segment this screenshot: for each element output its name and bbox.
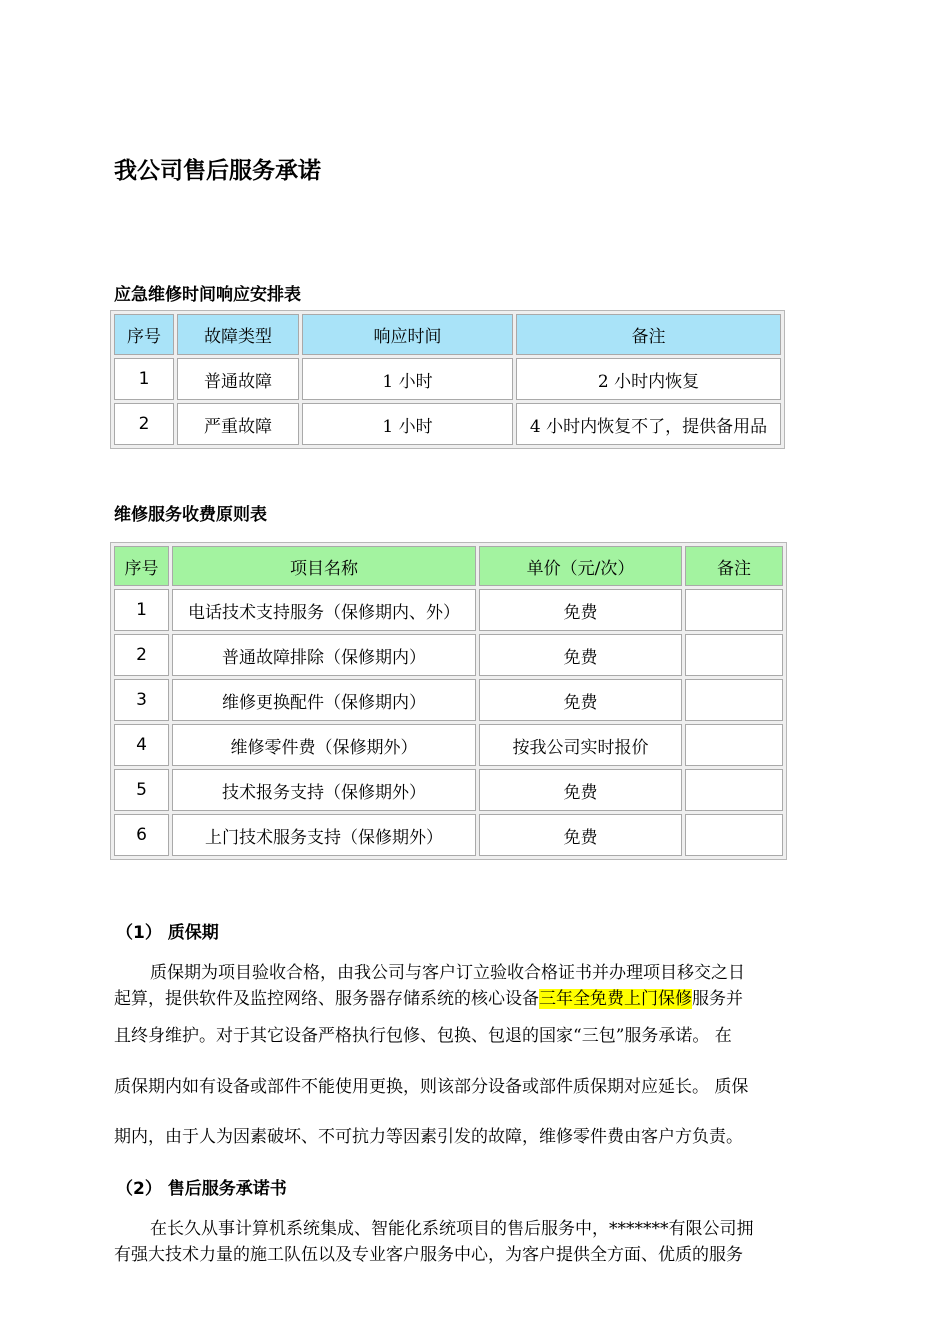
page-title: 我公司售后服务承诺: [114, 158, 321, 184]
table-row: [114, 403, 781, 445]
table-row: [114, 634, 783, 676]
table-cell: 4: [114, 724, 169, 766]
section1-line: 且终身维护。对于其它设备严格执行包修、包换、包退的国家“三包”服务承诺。 在: [114, 1026, 732, 1046]
table-cell: 2 小时内恢复: [516, 358, 781, 400]
table-row: [114, 724, 783, 766]
table-cell: 维修更换配件（保修期内）: [172, 679, 476, 721]
table-cell: 上门技术服务支持（保修期外）: [172, 814, 476, 856]
table-cell: 1: [114, 589, 169, 631]
table-cell: 6: [114, 814, 169, 856]
table-cell: 免费: [479, 679, 682, 721]
table-cell: 1: [114, 358, 174, 400]
header-cell: 单价（元/次）: [479, 546, 682, 586]
section2-heading: （2） 售后服务承诺书: [116, 1179, 287, 1199]
table-header-row: [114, 314, 781, 355]
section1-line: 质保期为项目验收合格，由我公司与客户订立验收合格证书并办理项目移交之日: [150, 963, 745, 983]
table-row: [114, 358, 781, 400]
table-cell: 5: [114, 769, 169, 811]
service-fee-table: [110, 542, 787, 860]
table-cell: [685, 724, 783, 766]
table-cell: [685, 814, 783, 856]
section1-text: 服务并: [692, 989, 743, 1009]
table-cell: 免费: [479, 769, 682, 811]
table-cell: [685, 589, 783, 631]
table-cell: 3: [114, 679, 169, 721]
table-cell: 按我公司实时报价: [479, 724, 682, 766]
table1-caption: 应急维修时间响应安排表: [114, 285, 301, 305]
table-row: [114, 679, 783, 721]
highlighted-text: 三年全免费上门保修: [539, 989, 692, 1009]
table-cell: 严重故障: [177, 403, 299, 445]
table-row: [114, 769, 783, 811]
section1-line: [114, 984, 743, 1009]
table-cell: [685, 769, 783, 811]
header-cell: 序号: [114, 546, 169, 586]
section2-line: 有强大技术力量的施工队伍以及专业客户服务中心，为客户提供全方面、优质的服务: [114, 1245, 743, 1265]
header-cell: 备注: [685, 546, 783, 586]
section2-line: 在长久从事计算机系统集成、智能化系统项目的售后服务中，*******有限公司拥: [150, 1219, 754, 1239]
table-cell: [685, 634, 783, 676]
table-row: [114, 589, 783, 631]
table-cell: 免费: [479, 634, 682, 676]
header-cell: 故障类型: [177, 314, 299, 355]
emergency-response-table: [110, 310, 785, 449]
header-cell: 响应时间: [302, 314, 513, 355]
table2-caption: 维修服务收费原则表: [114, 505, 267, 525]
section1-line: 期内，由于人为因素破坏、不可抗力等因素引发的故障，维修零件费由客户方负责。: [114, 1127, 743, 1147]
table-cell: 普通故障排除（保修期内）: [172, 634, 476, 676]
table-cell: 4 小时内恢复不了，提供备用品: [516, 403, 781, 445]
table-cell: 2: [114, 403, 174, 445]
section1-text: 起算，提供软件及监控网络、服务器存储系统的核心设备: [114, 989, 539, 1009]
table-cell: 1 小时: [302, 358, 513, 400]
table-header-row: [114, 546, 783, 586]
header-cell: 序号: [114, 314, 174, 355]
header-cell: 项目名称: [172, 546, 476, 586]
section1-line: 质保期内如有设备或部件不能使用更换，则该部分设备或部件质保期对应延长。 质保: [114, 1077, 749, 1097]
table-cell: 免费: [479, 589, 682, 631]
table-cell: [685, 679, 783, 721]
table-cell: 普通故障: [177, 358, 299, 400]
table-cell: 免费: [479, 814, 682, 856]
table-cell: 维修零件费（保修期外）: [172, 724, 476, 766]
table-cell: 2: [114, 634, 169, 676]
header-cell: 备注: [516, 314, 781, 355]
table-row: [114, 814, 783, 856]
table-cell: 技术报务支持（保修期外）: [172, 769, 476, 811]
table-cell: 1 小时: [302, 403, 513, 445]
section1-heading: （1） 质保期: [116, 923, 219, 943]
table-cell: 电话技术支持服务（保修期内、外）: [172, 589, 476, 631]
